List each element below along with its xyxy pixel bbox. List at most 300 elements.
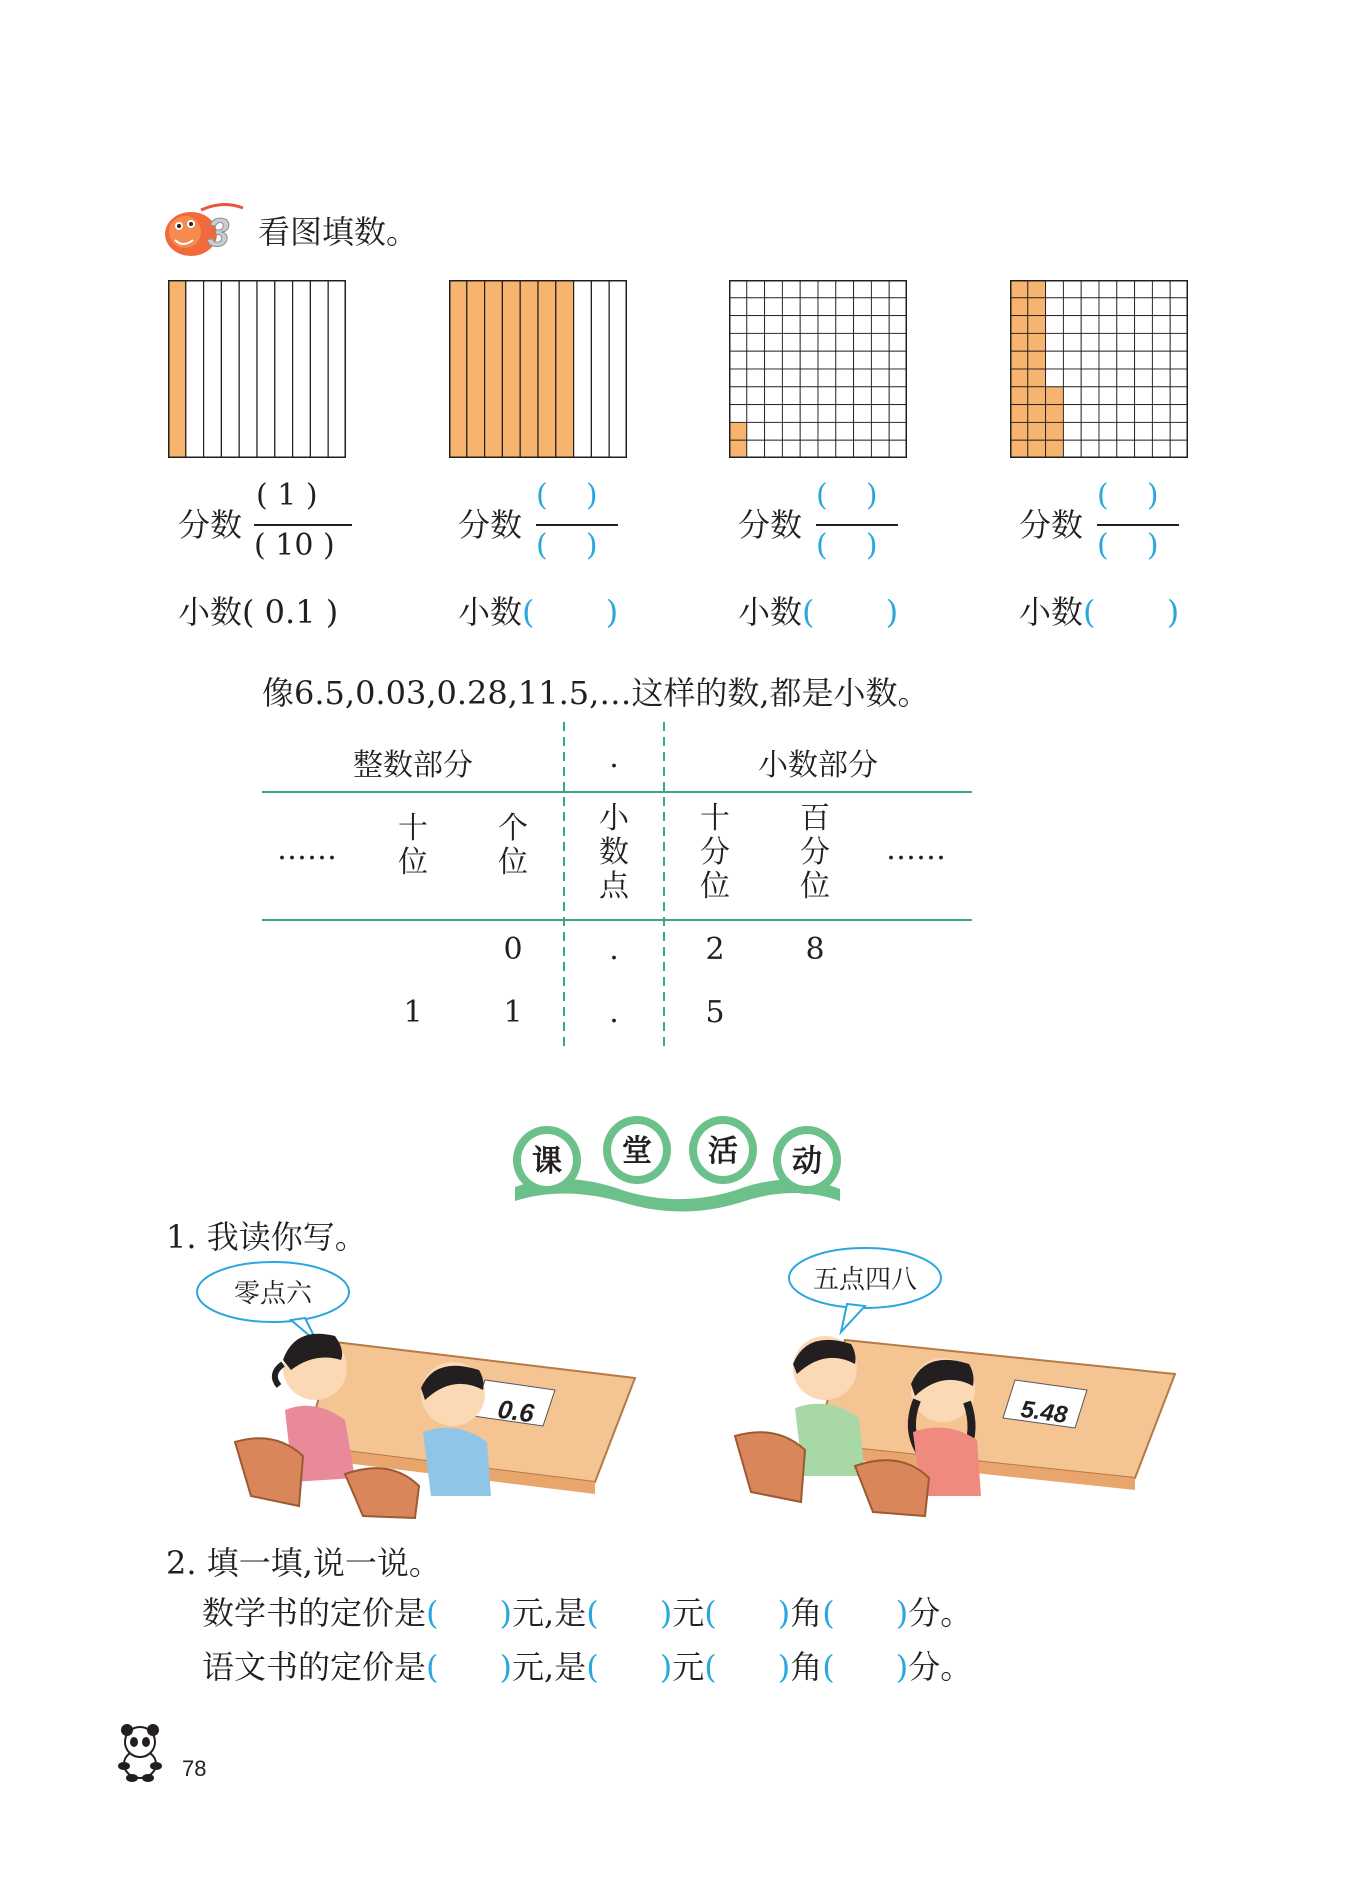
children-reading-illustration-right bbox=[715, 1240, 1185, 1520]
square bbox=[1063, 422, 1081, 440]
fraction-bar bbox=[816, 524, 898, 526]
fraction-numerator-blank[interactable]: ( ) bbox=[1097, 478, 1159, 513]
square bbox=[747, 298, 765, 316]
shaded-strip bbox=[556, 280, 574, 458]
square bbox=[854, 422, 872, 440]
square bbox=[1152, 333, 1170, 351]
square bbox=[747, 280, 765, 298]
square bbox=[1081, 422, 1099, 440]
page-number: 78 bbox=[182, 1756, 207, 1781]
shaded-strip bbox=[520, 280, 538, 458]
svg-text:零点六: 零点六 bbox=[233, 1279, 313, 1309]
col-tens: 十 位 bbox=[398, 811, 428, 880]
square bbox=[836, 369, 854, 387]
square bbox=[871, 387, 889, 405]
square bbox=[1135, 440, 1153, 458]
square bbox=[1081, 351, 1099, 369]
svg-text:0.6: 0.6 bbox=[495, 1393, 536, 1429]
square bbox=[1063, 440, 1081, 458]
square bbox=[1135, 422, 1153, 440]
square bbox=[1135, 280, 1153, 298]
square bbox=[782, 440, 800, 458]
fraction-answer-3 bbox=[738, 478, 928, 570]
square bbox=[836, 422, 854, 440]
col-tenths: 十 分 位 bbox=[700, 801, 730, 904]
square bbox=[1046, 316, 1064, 334]
square bbox=[871, 440, 889, 458]
square bbox=[818, 405, 836, 423]
decimal-label: 小数 bbox=[1019, 593, 1084, 631]
grid-hundredths-24 bbox=[1010, 280, 1188, 458]
square bbox=[836, 333, 854, 351]
square bbox=[765, 440, 783, 458]
decimal-label: 小数 bbox=[178, 593, 243, 631]
square bbox=[1081, 440, 1099, 458]
square bbox=[765, 369, 783, 387]
header-decimal-part: 小数部分 bbox=[758, 748, 878, 783]
square bbox=[1046, 369, 1064, 387]
svg-text:五点四八: 五点四八 bbox=[812, 1265, 918, 1295]
square bbox=[1135, 369, 1153, 387]
ellipsis-left: …… bbox=[277, 832, 337, 867]
square bbox=[1081, 298, 1099, 316]
square bbox=[1152, 422, 1170, 440]
square bbox=[765, 333, 783, 351]
square bbox=[871, 405, 889, 423]
square bbox=[765, 422, 783, 440]
square bbox=[836, 405, 854, 423]
grid-tenths-7 bbox=[449, 280, 627, 458]
shaded-strip bbox=[502, 280, 520, 458]
square bbox=[800, 298, 818, 316]
banner-flower-1 bbox=[513, 1126, 581, 1194]
math-book-prefix: 数学书的定价是 bbox=[202, 1594, 427, 1632]
square bbox=[1099, 298, 1117, 316]
speech-bubble-left bbox=[197, 1262, 349, 1342]
svg-text:5.48: 5.48 bbox=[1019, 1395, 1070, 1430]
fraction-label: 分数 bbox=[458, 506, 523, 544]
square bbox=[889, 405, 907, 423]
square bbox=[1152, 351, 1170, 369]
square bbox=[871, 333, 889, 351]
square bbox=[747, 405, 765, 423]
square bbox=[1081, 316, 1099, 334]
square bbox=[729, 369, 747, 387]
square bbox=[800, 351, 818, 369]
fraction-bar bbox=[536, 524, 618, 526]
square bbox=[1063, 280, 1081, 298]
shaded-strip bbox=[449, 280, 467, 458]
square bbox=[729, 387, 747, 405]
square bbox=[854, 298, 872, 316]
shaded-square bbox=[1010, 298, 1028, 316]
square bbox=[818, 298, 836, 316]
fraction-answer-4 bbox=[1019, 478, 1209, 570]
square bbox=[729, 333, 747, 351]
square bbox=[1063, 298, 1081, 316]
fraction-bar bbox=[254, 524, 352, 526]
shaded-square bbox=[1028, 333, 1046, 351]
square bbox=[889, 351, 907, 369]
square bbox=[1170, 405, 1188, 423]
square bbox=[1063, 387, 1081, 405]
decimal-blank[interactable]: ( ) bbox=[1083, 593, 1180, 631]
square bbox=[800, 333, 818, 351]
square bbox=[854, 351, 872, 369]
square bbox=[1152, 387, 1170, 405]
square bbox=[1117, 333, 1135, 351]
square bbox=[854, 387, 872, 405]
shaded-square bbox=[729, 440, 747, 458]
square bbox=[836, 351, 854, 369]
fraction-label: 分数 bbox=[1019, 506, 1084, 544]
jiao-blank[interactable]: ( ) bbox=[704, 1648, 791, 1686]
square bbox=[1099, 387, 1117, 405]
square bbox=[1099, 440, 1117, 458]
square bbox=[1081, 369, 1099, 387]
decimal-value: 0.1 bbox=[264, 593, 316, 631]
decimal-definition-sentence: 像6.5,0.03,0.28,11.5,…这样的数,都是小数。 bbox=[262, 674, 930, 712]
square bbox=[1099, 405, 1117, 423]
fen-blank[interactable]: ( ) bbox=[822, 1594, 909, 1632]
fraction-numerator-blank[interactable]: ( ) bbox=[536, 478, 598, 513]
square bbox=[836, 298, 854, 316]
square bbox=[765, 351, 783, 369]
fraction-label: 分数 bbox=[178, 506, 243, 544]
square bbox=[1046, 333, 1064, 351]
square bbox=[729, 298, 747, 316]
square bbox=[1170, 316, 1188, 334]
chinese-book-price-line: 语文书的定价是( )元,是( )元( )角( )分。 bbox=[202, 1648, 973, 1686]
chinese-book-prefix: 语文书的定价是 bbox=[202, 1648, 427, 1686]
grid-tenths-1 bbox=[168, 280, 346, 458]
square bbox=[1063, 333, 1081, 351]
strip bbox=[293, 280, 311, 458]
square bbox=[1117, 405, 1135, 423]
square bbox=[889, 298, 907, 316]
square bbox=[765, 298, 783, 316]
svg-text:课: 课 bbox=[532, 1144, 562, 1179]
square bbox=[871, 351, 889, 369]
square bbox=[1117, 387, 1135, 405]
shaded-square bbox=[1010, 440, 1028, 458]
square bbox=[747, 351, 765, 369]
banner-flower-4 bbox=[773, 1126, 841, 1194]
square bbox=[1117, 316, 1135, 334]
square bbox=[782, 369, 800, 387]
shaded-square bbox=[1028, 280, 1046, 298]
square bbox=[1152, 298, 1170, 316]
shaded-square bbox=[1010, 405, 1028, 423]
strip bbox=[221, 280, 239, 458]
square bbox=[800, 440, 818, 458]
square bbox=[1152, 440, 1170, 458]
row2-tens: 1 bbox=[403, 995, 423, 1030]
square bbox=[1046, 351, 1064, 369]
grid-hundredths-2 bbox=[729, 280, 907, 458]
header-point: . bbox=[609, 740, 619, 775]
square bbox=[782, 333, 800, 351]
square bbox=[871, 316, 889, 334]
square bbox=[854, 405, 872, 423]
square bbox=[729, 280, 747, 298]
square bbox=[854, 316, 872, 334]
decimal-label: 小数 bbox=[738, 593, 803, 631]
square bbox=[782, 280, 800, 298]
banner-flower-3 bbox=[689, 1116, 757, 1184]
activity2-title: 2. 填一填,说一说。 bbox=[166, 1544, 441, 1582]
square bbox=[818, 333, 836, 351]
square bbox=[1117, 422, 1135, 440]
shaded-square bbox=[1046, 422, 1064, 440]
square bbox=[871, 422, 889, 440]
square bbox=[1170, 387, 1188, 405]
shaded-square bbox=[1028, 387, 1046, 405]
square bbox=[1135, 316, 1153, 334]
square bbox=[1152, 280, 1170, 298]
square bbox=[871, 280, 889, 298]
square bbox=[889, 316, 907, 334]
fraction-denominator-blank[interactable]: ( ) bbox=[816, 528, 878, 563]
square bbox=[1117, 280, 1135, 298]
square bbox=[1117, 298, 1135, 316]
square bbox=[1063, 316, 1081, 334]
square bbox=[889, 440, 907, 458]
square bbox=[1152, 316, 1170, 334]
square bbox=[836, 387, 854, 405]
fraction-denominator-blank[interactable]: ( ) bbox=[1097, 528, 1159, 563]
square bbox=[782, 387, 800, 405]
square bbox=[818, 440, 836, 458]
square bbox=[800, 280, 818, 298]
strip bbox=[186, 280, 204, 458]
square bbox=[1081, 387, 1099, 405]
shaded-strip bbox=[467, 280, 485, 458]
square bbox=[1063, 369, 1081, 387]
square bbox=[1046, 298, 1064, 316]
children-reading-illustration-left bbox=[195, 1260, 655, 1520]
square bbox=[1170, 298, 1188, 316]
square bbox=[1170, 280, 1188, 298]
price-blank[interactable]: ( ) bbox=[426, 1648, 513, 1686]
col-hundredths: 百 分 位 bbox=[800, 801, 830, 904]
square bbox=[1099, 316, 1117, 334]
strip bbox=[239, 280, 257, 458]
place-value-table bbox=[262, 722, 972, 1052]
strip bbox=[310, 280, 328, 458]
shaded-square bbox=[1028, 440, 1046, 458]
square bbox=[765, 405, 783, 423]
yuan-blank[interactable]: ( ) bbox=[586, 1648, 673, 1686]
square bbox=[1081, 280, 1099, 298]
row2-ones: 1 bbox=[503, 995, 523, 1030]
speech-bubble-right bbox=[789, 1248, 941, 1332]
row1-tenths: 2 bbox=[705, 932, 725, 967]
square bbox=[1063, 405, 1081, 423]
square bbox=[818, 369, 836, 387]
shaded-square bbox=[1010, 387, 1028, 405]
fraction-denominator: ( 10 ) bbox=[254, 528, 335, 563]
math-book-price-line: 数学书的定价是( )元,是( )元( )角( )分。 bbox=[202, 1594, 973, 1632]
shaded-strip bbox=[168, 280, 186, 458]
square bbox=[1099, 351, 1117, 369]
square bbox=[782, 351, 800, 369]
square bbox=[747, 387, 765, 405]
square bbox=[889, 280, 907, 298]
square bbox=[854, 280, 872, 298]
shaded-square bbox=[729, 422, 747, 440]
square bbox=[818, 316, 836, 334]
square bbox=[1099, 369, 1117, 387]
header-integer-part: 整数部分 bbox=[353, 748, 473, 783]
square bbox=[818, 280, 836, 298]
square bbox=[747, 333, 765, 351]
square bbox=[1081, 333, 1099, 351]
row2-tenths: 5 bbox=[705, 995, 725, 1030]
square bbox=[800, 369, 818, 387]
panda-icon bbox=[110, 1720, 170, 1784]
svg-text:堂: 堂 bbox=[622, 1134, 652, 1169]
shaded-square bbox=[1046, 440, 1064, 458]
square bbox=[747, 316, 765, 334]
square bbox=[1117, 369, 1135, 387]
square bbox=[782, 422, 800, 440]
fen-blank[interactable]: ( ) bbox=[822, 1648, 909, 1686]
square bbox=[836, 316, 854, 334]
row1-hundredths: 8 bbox=[805, 932, 825, 967]
shaded-square bbox=[1010, 316, 1028, 334]
shaded-square bbox=[1028, 298, 1046, 316]
row2-point: . bbox=[609, 995, 619, 1030]
square bbox=[1063, 351, 1081, 369]
square bbox=[747, 422, 765, 440]
decimal-answer-1: 小数( 0.1 ) bbox=[178, 593, 339, 631]
svg-text:动: 动 bbox=[792, 1144, 822, 1179]
shaded-square bbox=[1010, 351, 1028, 369]
square bbox=[889, 387, 907, 405]
shaded-square bbox=[1028, 422, 1046, 440]
strip bbox=[204, 280, 222, 458]
row1-ones: 0 bbox=[503, 932, 523, 967]
square bbox=[1099, 333, 1117, 351]
square bbox=[818, 351, 836, 369]
square bbox=[747, 369, 765, 387]
square bbox=[1135, 351, 1153, 369]
shaded-square bbox=[1046, 405, 1064, 423]
fraction-bar bbox=[1097, 524, 1179, 526]
shaded-square bbox=[1028, 316, 1046, 334]
class-activity-banner bbox=[505, 1105, 845, 1215]
square bbox=[818, 387, 836, 405]
square bbox=[1081, 405, 1099, 423]
square bbox=[871, 298, 889, 316]
svg-text:活: 活 bbox=[708, 1134, 738, 1169]
square bbox=[765, 280, 783, 298]
strip bbox=[591, 280, 609, 458]
decimal-answer-2 bbox=[458, 587, 618, 633]
square bbox=[889, 422, 907, 440]
exercise-number-badge-icon bbox=[163, 200, 251, 260]
col-ones: 个 位 bbox=[498, 811, 528, 880]
strip bbox=[275, 280, 293, 458]
col-decimal-point: 小 数 点 bbox=[599, 801, 629, 904]
fraction-numerator: ( 1 ) bbox=[256, 478, 318, 513]
decimal-blank[interactable]: ( ) bbox=[802, 593, 899, 631]
square bbox=[836, 440, 854, 458]
square bbox=[871, 369, 889, 387]
exercise-title: 看图填数。 bbox=[258, 213, 419, 251]
decimal-label: 小数 bbox=[458, 593, 523, 631]
square bbox=[854, 369, 872, 387]
fraction-label: 分数 bbox=[738, 506, 803, 544]
square bbox=[1170, 440, 1188, 458]
shaded-square bbox=[1028, 405, 1046, 423]
activity1-title: 1. 我读你写。 bbox=[166, 1218, 367, 1256]
decimal-blank[interactable]: ( ) bbox=[522, 593, 619, 631]
shaded-square bbox=[1046, 387, 1064, 405]
shaded-square bbox=[1010, 280, 1028, 298]
square bbox=[1152, 369, 1170, 387]
square bbox=[1170, 351, 1188, 369]
strip bbox=[609, 280, 627, 458]
square bbox=[800, 387, 818, 405]
square bbox=[1046, 280, 1064, 298]
square bbox=[1117, 440, 1135, 458]
price-blank[interactable]: ( ) bbox=[426, 1594, 513, 1632]
row1-point: . bbox=[609, 932, 619, 967]
shaded-square bbox=[1010, 369, 1028, 387]
fraction-numerator-blank[interactable]: ( ) bbox=[816, 478, 878, 513]
decimal-answer-3 bbox=[738, 587, 898, 633]
square bbox=[889, 333, 907, 351]
shaded-square bbox=[1028, 351, 1046, 369]
square bbox=[1135, 333, 1153, 351]
square bbox=[765, 316, 783, 334]
square bbox=[1099, 422, 1117, 440]
shaded-square bbox=[1010, 422, 1028, 440]
strip bbox=[574, 280, 592, 458]
square bbox=[782, 298, 800, 316]
square bbox=[782, 316, 800, 334]
square bbox=[729, 405, 747, 423]
square bbox=[1170, 333, 1188, 351]
shaded-square bbox=[1010, 333, 1028, 351]
fraction-answer-2 bbox=[458, 478, 648, 570]
shaded-strip bbox=[485, 280, 503, 458]
square bbox=[1099, 280, 1117, 298]
square bbox=[854, 440, 872, 458]
square bbox=[782, 405, 800, 423]
square bbox=[800, 316, 818, 334]
square bbox=[800, 405, 818, 423]
jiao-blank[interactable]: ( ) bbox=[704, 1594, 791, 1632]
square bbox=[765, 387, 783, 405]
square bbox=[889, 369, 907, 387]
square bbox=[836, 280, 854, 298]
square bbox=[729, 351, 747, 369]
fraction-denominator-blank[interactable]: ( ) bbox=[536, 528, 598, 563]
exercise-number: 3 bbox=[207, 211, 230, 255]
ellipsis-right: …… bbox=[886, 832, 946, 867]
square bbox=[854, 333, 872, 351]
square bbox=[1117, 351, 1135, 369]
shaded-strip bbox=[538, 280, 556, 458]
square bbox=[747, 440, 765, 458]
yuan-blank[interactable]: ( ) bbox=[586, 1594, 673, 1632]
square bbox=[1170, 422, 1188, 440]
square bbox=[1152, 405, 1170, 423]
square bbox=[1170, 369, 1188, 387]
